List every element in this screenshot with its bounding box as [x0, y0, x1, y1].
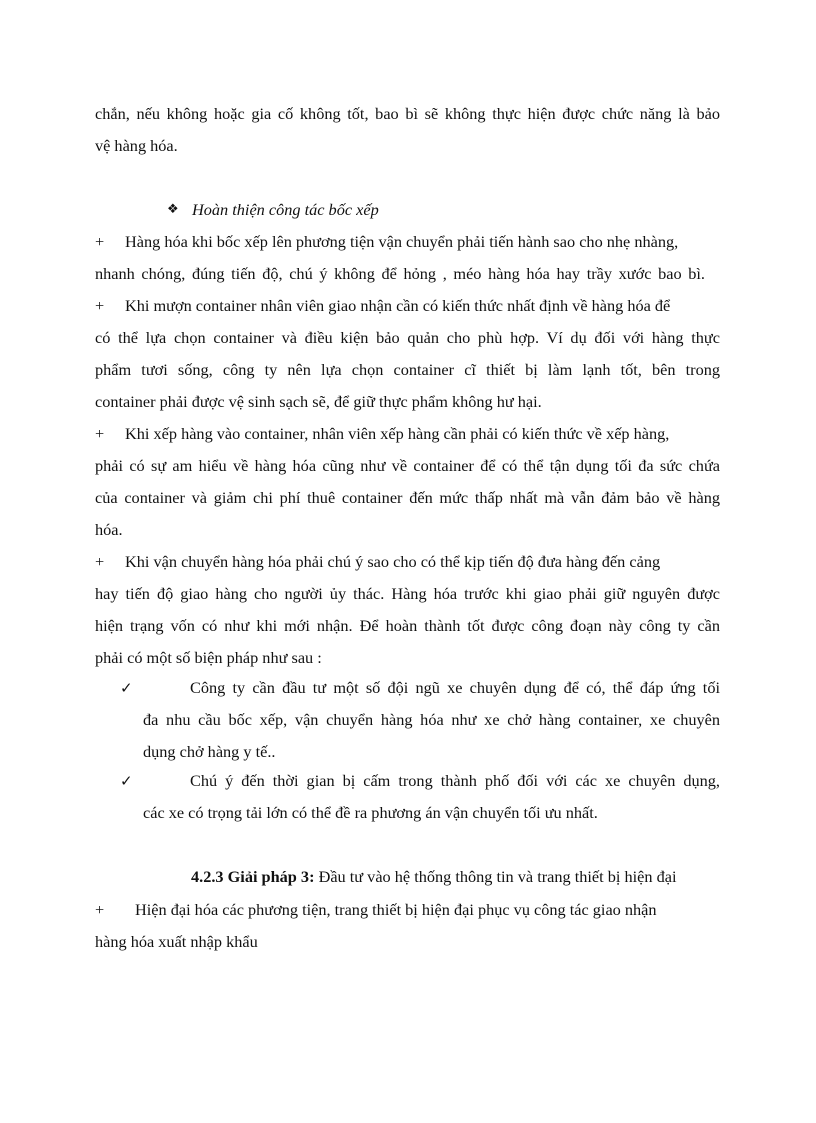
paragraph-line: [95, 900, 720, 920]
text-line: container phải được vệ sinh sạch sẽ, để giữ thực phẩm không hư hại.: [95, 392, 542, 411]
plus-marker: +: [95, 900, 105, 919]
checkmark-icon: ✓: [120, 679, 133, 697]
plus-marker: +: [95, 296, 105, 315]
paragraph-line: [95, 552, 720, 572]
heading-text: Đầu tư vào hệ thống thông tin và trang thiết bị hiện đại: [314, 867, 677, 886]
text-line: Hiện đại hóa các phương tiện, trang thiết bị hiện đại phục vụ công tác giao nhận: [135, 900, 657, 919]
diamond-bullet-icon: ❖: [167, 202, 179, 217]
checkmark-icon: ✓: [120, 772, 133, 790]
plus-marker: +: [95, 552, 105, 571]
text-line: các xe có trọng tải lớn có thể đề ra phương án vận chuyển tối ưu nhất.: [143, 803, 598, 822]
text-line: hàng hóa xuất nhập khẩu: [95, 932, 258, 951]
text-line: Công ty cần đầu tư một số đội ngũ xe chuyên dụng để có, thể đáp ứng tối: [190, 678, 720, 697]
text-line: đa nhu cầu bốc xếp, vận chuyển hàng hóa như xe chở hàng container, xe chuyên: [143, 710, 720, 729]
text-line: hiện trạng vốn có như khi mới nhận. Để hoàn thành tốt được công đoạn này công ty cần: [95, 616, 720, 635]
text-line: hóa.: [95, 520, 123, 539]
plus-marker: +: [95, 424, 105, 443]
text-line: hay tiến độ giao hàng cho người ủy thác. Hàng hóa trước khi giao phải giữ nguyên được: [95, 584, 720, 603]
heading-label: 4.2.3 Giải pháp 3:: [191, 867, 315, 886]
text-line: Khi mượn container nhân viên giao nhận cần có kiến thức nhất định về hàng hóa để: [125, 296, 671, 315]
paragraph-line: [95, 296, 720, 316]
text-line: Khi xếp hàng vào container, nhân viên xếp hàng cần phải có kiến thức về xếp hàng,: [125, 424, 670, 443]
text-line: phải có một số biện pháp như sau :: [95, 648, 322, 667]
text-line: của container và giảm chi phí thuê container đến mức thấp nhất mà vẫn đảm bảo về hàng: [95, 488, 720, 507]
paragraph-line: [95, 232, 720, 252]
text-line: phải có sự am hiểu về hàng hóa cũng như về container để có thể tận dụng tối đa sức chứa: [95, 456, 720, 475]
text-line: vệ hàng hóa.: [95, 136, 178, 155]
text-line: Chú ý đến thời gian bị cấm trong thành phố đối với các xe chuyên dụng,: [190, 771, 720, 790]
section-heading: Hoàn thiện công tác bốc xếp: [192, 200, 379, 219]
plus-marker: +: [95, 232, 105, 251]
text-line: nhanh chóng, đúng tiến độ, chú ý không để hỏng , méo hàng hóa hay trầy xước bao bì.: [95, 264, 705, 283]
section-heading: [191, 867, 676, 887]
text-line: dụng chở hàng y tế..: [143, 742, 276, 761]
text-line: Hàng hóa khi bốc xếp lên phương tiện vận chuyển phải tiến hành sao cho nhẹ nhàng,: [125, 232, 679, 251]
paragraph-line: [95, 424, 720, 444]
text-line: Khi vận chuyển hàng hóa phải chú ý sao cho có thể kịp tiến độ đưa hàng đến cảng: [125, 552, 661, 571]
text-line: phẩm tươi sống, công ty nên lựa chọn container cĩ thiết bị làm lạnh tốt, bên trong: [95, 360, 720, 379]
text-line: chắn, nếu không hoặc gia cố không tốt, bao bì sẽ không thực hiện được chức năng là bảo: [95, 104, 720, 123]
text-line: có thể lựa chọn container và điều kiện bảo quản cho phù hợp. Ví dụ đối với hàng thực: [95, 328, 720, 347]
